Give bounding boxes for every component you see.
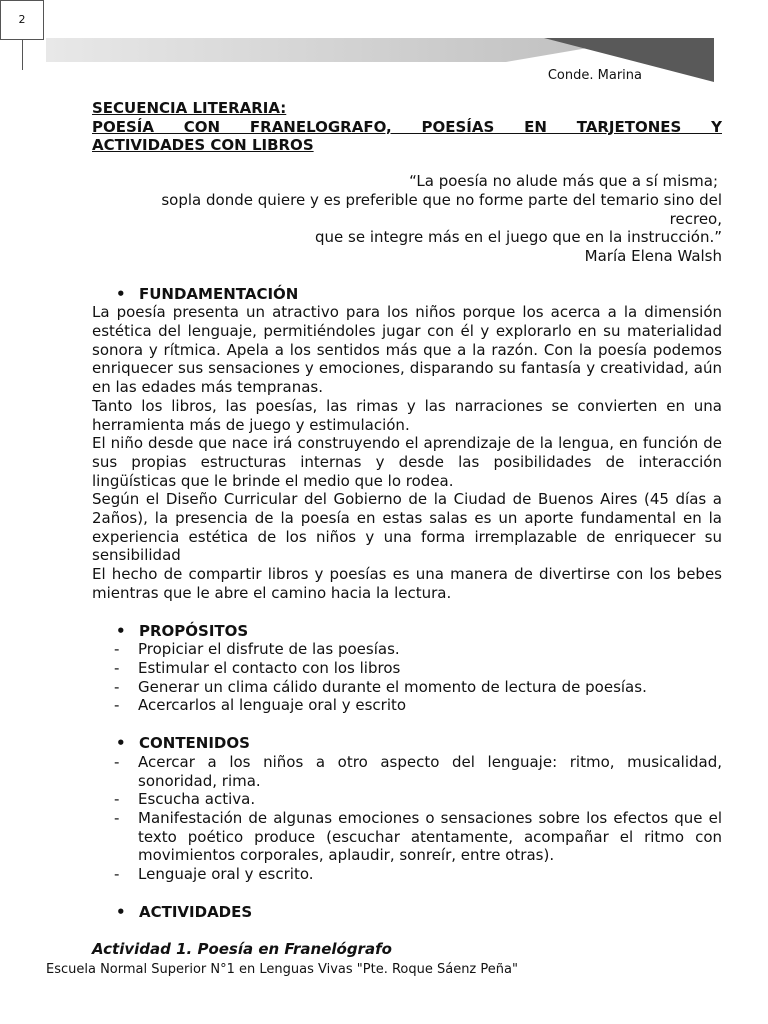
section-contenidos [116,734,722,753]
bullet-icon: • [116,284,126,303]
page-number: 2 [18,13,26,26]
paragraph: Tanto los libros, las poesías, las rimas y las narraciones se convierten en una herramienta más de juego y estimulación. [92,396,722,434]
bullet-icon: • [116,902,126,921]
list-item: - Escucha activa. [114,790,256,809]
title-line-2: POESÍA CON FRANELOGRAFO, POESÍAS EN TARJETONES Y [92,117,722,136]
epigraph-quote [92,172,722,266]
bullet-icon: • [116,734,126,753]
list-item: - Generar un clima cálido durante el momento de lectura de poesías. [114,677,647,696]
activity-1-heading: Actividad 1. Poesía en Franelógrafo [92,940,392,959]
bullet-icon: • [116,621,126,640]
header-author: Conde. Marina [547,68,642,83]
list-item: - Acercarlos al lenguaje oral y escrito [114,696,407,715]
list-item: - Propiciar el disfrute de las poesías. [114,640,400,659]
section-propositos [116,622,722,641]
page-number-box [0,0,44,40]
quote-line-3: recreo, [669,209,722,228]
paragraph: El hecho de compartir libros y poesías es una manera de divertirse con los bebes mientras que le abre el camino hacia la lectura. [92,565,722,602]
paragraph: El niño desde que nace irá construyendo el aprendizaje de la lengua, en función de sus propias estructuras internas y desde las posibilidades de interacción lingüísticas que le brinde el medio que lo rodea. [92,434,722,490]
paragraph: La poesía presenta un atractivo para los niños porque los acerca a la dimensión estética del lenguaje, permitiéndoles jugar con él y explorarlo en su materialidad sonora y rítmica. Apela a los sentidos más que a la razón. Con la poesía podemos enriquecer sus sensaciones y emociones, disparando su fantasía y creatividad, aún en las edades más tempranas. [92,303,722,397]
page-number-rule [22,40,23,70]
page-footer: Escuela Normal Superior N°1 en Lenguas Vivas "Pte. Roque Sáenz Peña" [46,962,518,977]
list-item: - Acercar a los niños a otro aspecto del lenguaje: ritmo, musicalidad, sonoridad, rima. [114,752,722,790]
section-title: FUNDAMENTACIÓN [139,284,299,303]
section-title: CONTENIDOS [139,734,250,753]
document-body [92,99,722,959]
section-actividades [116,903,722,922]
section-title: PROPÓSITOS [139,621,249,640]
list-item: - Estimular el contacto con los libros [114,658,401,677]
paragraph: Según el Diseño Curricular del Gobierno de la Ciudad de Buenos Aires (45 días a 2años), la presencia de la poesía en estas salas es un aporte fundamental en la experiencia estética de los niños y una forma irremplazable de enriquecer su sensibilidad [92,490,722,565]
title-line-3: ACTIVIDADES CON LIBROS [92,136,314,155]
contenidos-list [92,753,722,884]
propositos-list [92,640,722,715]
list-item: - Manifestación de algunas emociones o sensaciones sobre los efectos que el texto poético produce (escuchar atentamente, acompañar el ritmo con movimientos corporales, aplaudir, sonreír, entre otras). [114,808,722,865]
quote-author: María Elena Walsh [584,246,722,265]
list-item: - Lenguaje oral y escrito. [114,865,314,884]
title-line-1: SECUENCIA LITERARIA: [92,99,287,117]
section-fundamentacion [116,285,722,304]
quote-line-2: sopla donde quiere y es preferible que no forme parte del temario sino del [161,190,722,209]
quote-line-4: que se integre más en el juego que en la instrucción.” [315,228,722,247]
section-title: ACTIVIDADES [139,902,253,921]
header-band-light [46,38,646,62]
quote-line-1: “La poesía no alude más que a sí misma; [409,172,718,191]
